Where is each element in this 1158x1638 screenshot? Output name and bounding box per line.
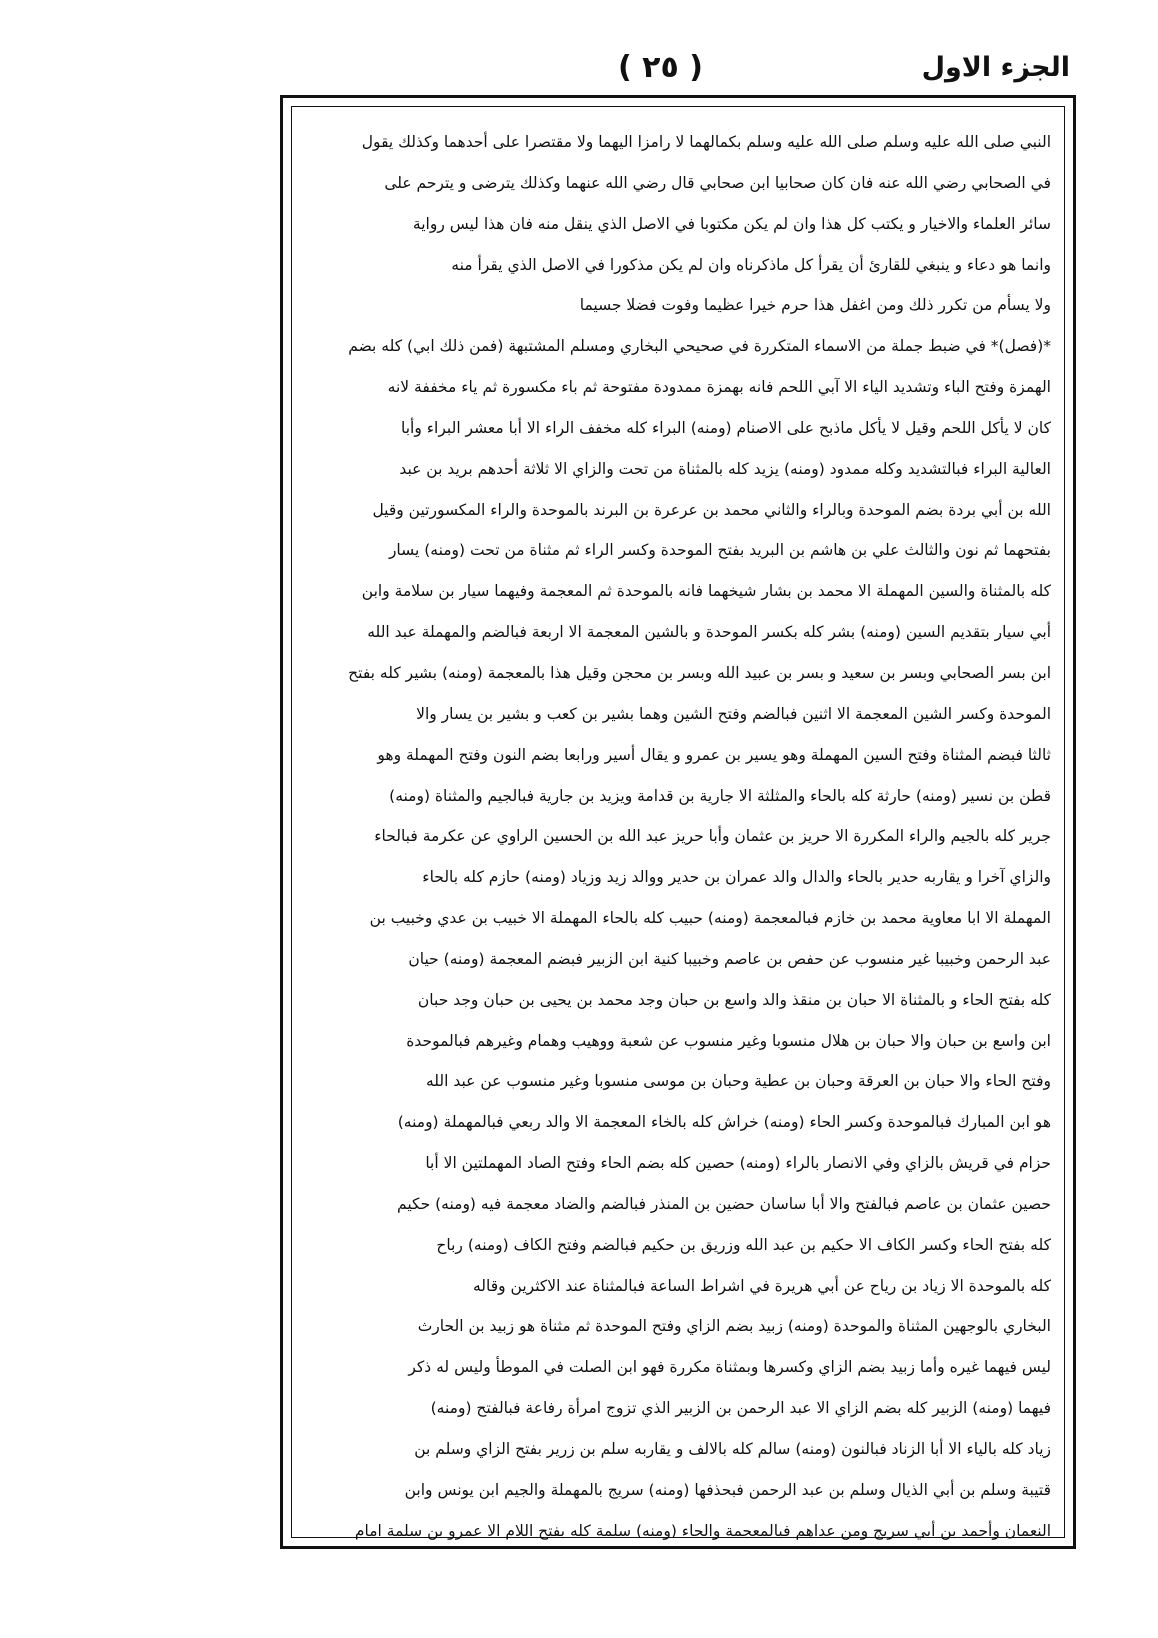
text-line: كله بالمثناة والسين المهملة الا محمد بن بشار شيخهما فانه بالموحدة ثم المعجمة وفيهما سيار بن سلامة وابن bbox=[361, 582, 1051, 601]
text-line: قطن بن نسير (ومنه) حارثة كله بالحاء والمثلثة الا جارية بن قدامة ويزيد بن جارية فبالجيم والمثناة (ومنه) bbox=[389, 786, 1051, 805]
text-line: وانما هو دعاء و ينبغي للقارئ أن يقرأ كل ماذكرناه وان لم يكن مذكورا في الاصل الذي يقرأ منه bbox=[451, 255, 1051, 274]
text-line: ليس فيهما غيره وأما زبيد بضم الزاي وكسرها وبمثناة مكررة فهو ابن الصلت في الموطأ وليس له ذكر bbox=[408, 1358, 1051, 1377]
page-header bbox=[280, 42, 1080, 102]
text-line: النعمان وأحمد بن أبي سريج ومن عداهم فبالمعجمة والحاء (ومنه) سلمة كله بفتح اللام الا عمرو بن سلمة امام bbox=[354, 1521, 1051, 1540]
text-line: بفتحهما ثم نون والثالث علي بن هاشم بن البريد بفتح الموحدة وكسر الراء ثم مثناة من تحت (ومنه) يسار bbox=[388, 541, 1051, 560]
text-line: الله بن أبي بردة بضم الموحدة وبالراء والثاني محمد بن عرعرة بن البرند بالموحدة والراء المكسورتين وقيل bbox=[372, 500, 1051, 519]
text-line: هو ابن المبارك فبالموحدة وكسر الحاء (ومنه) خراش كله بالخاء المعجمة الا والد ربعي فبالمهملة (ومنه) bbox=[397, 1113, 1051, 1132]
text-line: وفتح الحاء والا حبان بن العرقة وحبان بن عطية وحبان بن موسى منسوبا وغير منسوب عن عبد الله bbox=[425, 1072, 1051, 1091]
page-number: ( ٢٥ ) bbox=[618, 50, 703, 85]
text-line: الهمزة وفتح الباء وتشديد الياء الا آبي اللحم فانه بهمزة ممدودة مفتوحة ثم باء مكسورة ثم ياء مخففة لانه bbox=[387, 378, 1051, 397]
text-line: كله بفتح الحاء وكسر الكاف الا حكيم بن عبد الله وزريق بن حكيم فبالضم وفتح الكاف (ومنه) رباح bbox=[436, 1235, 1051, 1254]
text-body bbox=[313, 122, 1051, 1552]
text-line: فيهما (ومنه) الزبير كله بضم الزاي الا عبد الرحمن بن الزبير الذي تزوج امرأة رفاعة فبالفتح (ومنه) bbox=[430, 1399, 1051, 1418]
text-line: أبي سيار بتقديم السين (ومنه) بشر كله بكسر الموحدة و بالشين المعجمة الا اربعة فبالضم والمهملة عبد الله bbox=[367, 623, 1051, 642]
text-line: قتيبة وسلم بن أبي الذيال وسلم بن عبد الرحمن فبحذفها (ومنه) سريج بالمهملة والجيم ابن يونس وابن bbox=[404, 1480, 1051, 1499]
text-line: ابن واسع بن حبان والا حبان بن هلال منسوبا وغير منسوب عن شعبة ووهيب وهمام وغيرهم فبالموحدة bbox=[406, 1031, 1051, 1050]
text-line: *(فصل)* في ضبط جملة من الاسماء المتكررة في صحيحي البخاري ومسلم المشتبهة (فمن ذلك ابي) كله بضم bbox=[348, 337, 1051, 356]
text-line: العالية البراء فبالتشديد وكله ممدود (ومنه) يزيد كله بالمثناة من تحت والزاي الا ثلاثة أحدهم بريد بن عبد bbox=[399, 459, 1051, 478]
text-line: المهملة الا ابا معاوية محمد بن خازم فبالمعجمة (ومنه) حبيب كله بالحاء المهملة الا خبيب بن عدي وخبيب بن bbox=[369, 909, 1051, 928]
text-line: والزاي آخرا و يقاربه حدير بالحاء والدال والد عمران بن حدير ووالد زيد وزياد (ومنه) حازم كله بالحاء bbox=[422, 868, 1051, 887]
text-line: الموحدة وكسر الشين المعجمة الا اثنين فبالضم وفتح الشين وهما بشير بن كعب و بشير بن يسار والا bbox=[416, 704, 1051, 723]
volume-title: الجزء الاول bbox=[921, 52, 1070, 83]
text-line: النبي صلى الله عليه وسلم صلى الله عليه وسلم بكمالهما لا رامزا اليهما ولا مقتصرا على أحدهما وكذلك يقول bbox=[361, 133, 1051, 151]
text-line: حصين عثمان بن عاصم فبالفتح والا أبا ساسان حضين بن المنذر فبالضم والضاد معجمة فيه (ومنه) حكيم bbox=[397, 1194, 1051, 1213]
text-line: حزام في قريش بالزاي وفي الانصار بالراء (ومنه) حصين كله بضم الحاء وفتح الصاد المهملتين الا أبا bbox=[425, 1154, 1051, 1173]
text-line: ولا يسأم من تكرر ذلك ومن اغفل هذا حرم خيرا عظيما وفوت فضلا جسيما bbox=[579, 296, 1051, 315]
text-line: في الصحابي رضي الله عنه فان كان صحابيا ابن صحابي قال رضي الله عنهما وكذلك يترضى و يترحم على bbox=[384, 173, 1051, 192]
text-line: ابن بسر الصحابي وبسر بن سعيد و بسر بن عبيد الله وبسر بن محجن وقيل هذا بالمعجمة (ومنه) بشير كله بفتح bbox=[348, 663, 1051, 682]
text-line: ثالثا فبضم المثناة وفتح السين المهملة وهو يسير بن عمرو و يقال أسير ورابعا بضم النون وفتح المهملة وهو bbox=[377, 745, 1051, 764]
text-line: البخاري بالوجهين المثناة والموحدة (ومنه) زبيد بضم الزاي وفتح الموحدة ثم مثناة هو زبيد بن الحارث bbox=[417, 1317, 1051, 1336]
text-line: كله بفتح الحاء و بالمثناة الا حبان بن منقذ والد واسع بن حبان وجد محمد بن يحيى بن حبان وجد حبان bbox=[417, 990, 1051, 1009]
text-line: كله بالموحدة الا زياد بن رياح عن أبي هريرة في اشراط الساعة فبالمثناة عند الاكثرين وقاله bbox=[472, 1276, 1051, 1295]
text-line: زياد كله بالياء الا أبا الزناد فبالنون (ومنه) سالم كله بالالف و يقاربه سلم بن زرير بفتح الزاي وسلم بن bbox=[414, 1440, 1051, 1458]
page-frame-outer bbox=[280, 95, 1076, 1549]
text-line: كان لا يأكل اللحم وقيل لا يأكل ماذبح على الاصنام (ومنه) البراء كله مخفف الراء الا أبا معشر البراء وأبا bbox=[401, 418, 1051, 437]
text-line: عبد الرحمن وخبيبا غير منسوب عن حفص بن عاصم وخبيبا كنية ابن الزبير فبضم المعجمة (ومنه) حيان bbox=[408, 949, 1051, 968]
text-line: جرير كله بالجيم والراء المكررة الا حريز بن عثمان وأبا حريز عبد الله بن الحسين الراوي عن عكرمة فبالحاء bbox=[374, 827, 1051, 846]
text-line: سائر العلماء والاخيار و يكتب كل هذا وان لم يكن مكتوبا في الاصل الذي ينقل منه فان هذا ليس رواية bbox=[412, 214, 1051, 233]
